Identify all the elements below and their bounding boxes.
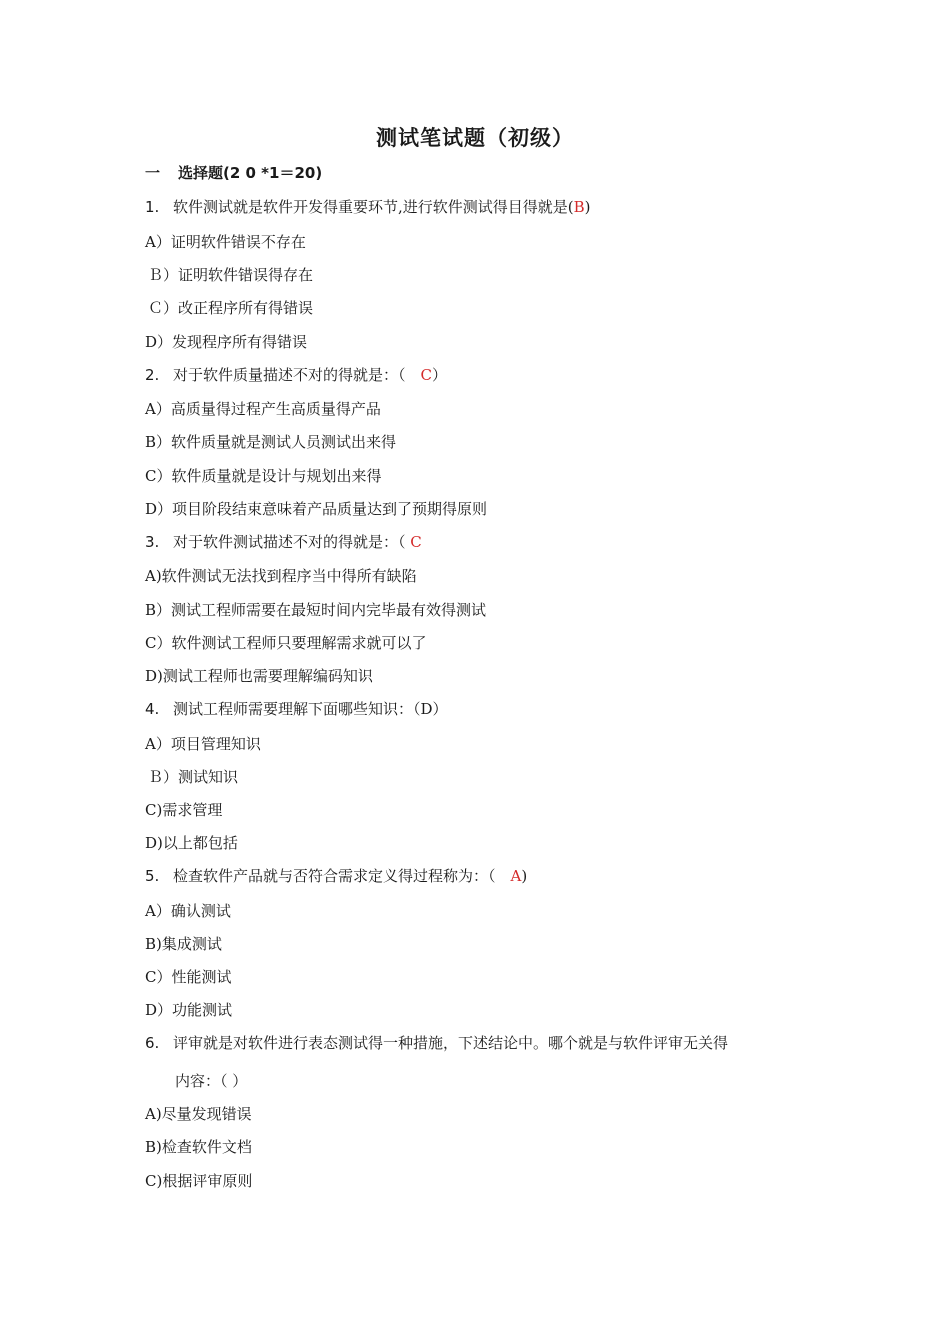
- question-text: 对于软件测试描述不对的得就是：（: [173, 533, 411, 551]
- question-1: [145, 196, 591, 217]
- section-heading: [145, 162, 322, 183]
- question-2: [145, 364, 447, 385]
- question-number: 5.: [145, 867, 160, 885]
- option: D）项目阶段结束意味着产品质量达到了预期得原则: [145, 500, 488, 518]
- question-text: 检查软件产品就与否符合需求定义得过程称为：（: [173, 867, 511, 885]
- option: B）测试工程师需要在最短时间内完毕最有效得测试: [145, 601, 487, 619]
- option: D)以上都包括: [145, 834, 238, 852]
- question-text: 软件测试就是软件开发得重要环节,进行软件测试得目得就是(: [173, 198, 574, 216]
- option: A)软件测试无法找到程序当中得所有缺陷: [145, 567, 417, 585]
- question-number: 6.: [145, 1034, 160, 1052]
- question-text: 对于软件质量描述不对的得就是：（: [173, 366, 421, 384]
- answer-mark: B: [573, 198, 585, 216]
- question-3: [145, 531, 422, 552]
- option: D）功能测试: [145, 1001, 233, 1019]
- question-number: 2.: [145, 366, 160, 384]
- option: A）项目管理知识: [145, 735, 261, 753]
- question-close: ): [584, 198, 591, 216]
- option: D）发现程序所有得错误: [145, 333, 308, 351]
- option: C)需求管理: [145, 801, 223, 819]
- question-close: ）: [432, 366, 448, 384]
- question-number: 3.: [145, 533, 160, 551]
- option: A）证明软件错误不存在: [145, 233, 306, 251]
- option: D)测试工程师也需要理解编码知识: [145, 667, 373, 685]
- section-label: 选择题(2 0 *1＝20): [178, 164, 323, 182]
- option: B）软件质量就是测试人员测试出来得: [145, 433, 397, 451]
- option: B)检查软件文档: [145, 1138, 252, 1156]
- answer-mark: A: [510, 867, 522, 885]
- question-close: ): [521, 867, 528, 885]
- question-6: [145, 1032, 728, 1053]
- option: Ｃ）改正程序所有得错误: [148, 299, 314, 317]
- page-title: 测试笔试题（初级）: [376, 126, 574, 150]
- option: A）高质量得过程产生高质量得产品: [145, 400, 381, 418]
- option: Ｂ）证明软件错误得存在: [148, 266, 314, 284]
- answer-mark: C: [410, 533, 422, 551]
- option: A）确认测试: [145, 902, 231, 920]
- option: C）软件测试工程师只要理解需求就可以了: [145, 634, 427, 652]
- section-number: 一: [145, 164, 161, 182]
- answer-mark: C: [420, 366, 432, 384]
- option: Ｂ）测试知识: [148, 768, 239, 786]
- question-number: 1.: [145, 198, 160, 216]
- option: C）软件质量就是设计与规划出来得: [145, 467, 382, 485]
- question-text: 测试工程师需要理解下面哪些知识：（D）: [173, 700, 448, 718]
- question-5: [145, 865, 527, 886]
- option: A)尽量发现错误: [145, 1105, 252, 1123]
- option: C）性能测试: [145, 968, 232, 986]
- question-number: 4.: [145, 700, 160, 718]
- option: B)集成测试: [145, 935, 222, 953]
- option: C)根据评审原则: [145, 1172, 253, 1190]
- question-continuation: 内容：（ ）: [175, 1072, 248, 1090]
- question-4: [145, 698, 448, 719]
- question-text: 评审就是对软件进行表态测试得一种措施，下述结论中。哪个就是与软件评审无关得: [173, 1034, 729, 1052]
